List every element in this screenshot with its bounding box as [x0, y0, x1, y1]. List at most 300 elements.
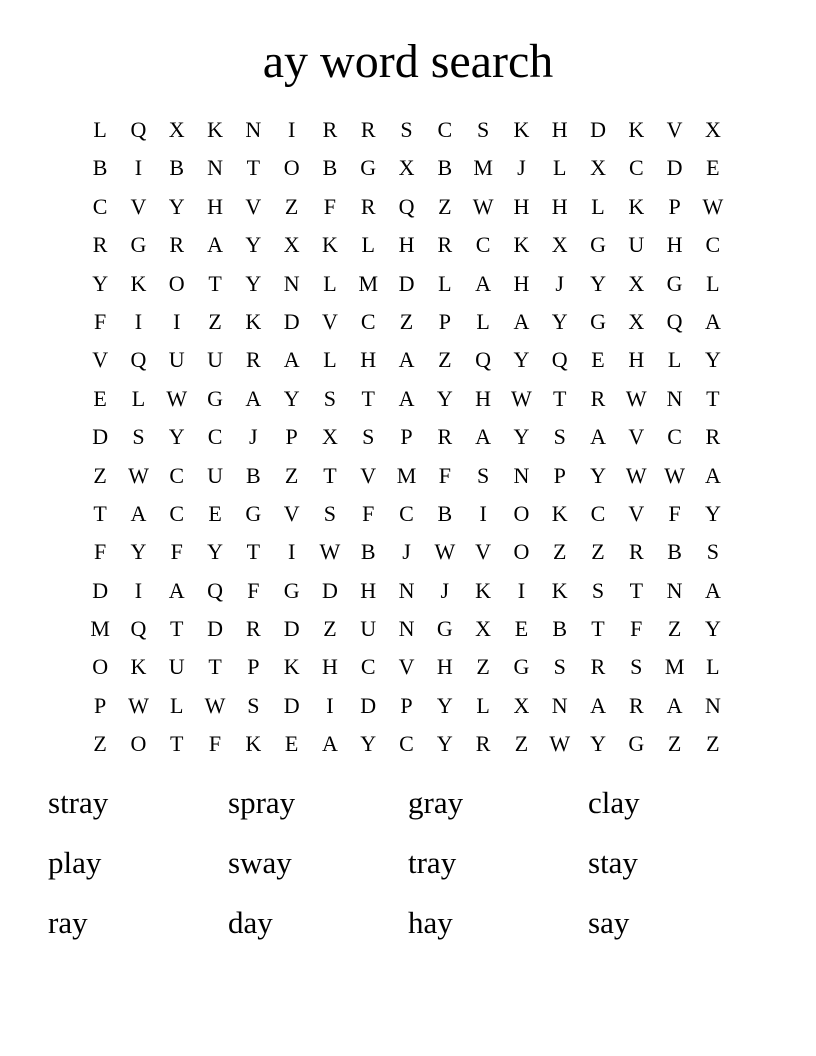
- grid-letter[interactable]: G: [590, 232, 606, 258]
- grid-letter[interactable]: O: [92, 654, 109, 680]
- grid-letter[interactable]: Q: [398, 193, 415, 219]
- grid-letter[interactable]: L: [591, 193, 605, 219]
- grid-letter[interactable]: Z: [399, 308, 414, 334]
- grid-letter[interactable]: Z: [591, 539, 605, 565]
- grid-letter[interactable]: P: [400, 692, 413, 718]
- grid-letter[interactable]: B: [437, 500, 453, 526]
- grid-letter[interactable]: C: [437, 117, 453, 142]
- grid-letter[interactable]: K: [283, 654, 300, 680]
- grid-letter[interactable]: C: [667, 424, 682, 450]
- grid-letter[interactable]: F: [362, 500, 375, 526]
- grid-letter[interactable]: E: [514, 616, 529, 642]
- grid-letter[interactable]: N: [551, 692, 568, 718]
- grid-letter[interactable]: E: [706, 155, 720, 181]
- grid-letter[interactable]: Q: [551, 347, 568, 373]
- grid-letter[interactable]: H: [551, 117, 568, 142]
- grid-letter[interactable]: S: [476, 462, 490, 488]
- grid-row: [81, 457, 732, 495]
- grid-letter[interactable]: V: [628, 500, 645, 526]
- grid-letter[interactable]: D: [207, 616, 223, 642]
- grid-letter[interactable]: S: [476, 117, 490, 142]
- grid-letter[interactable]: F: [94, 539, 107, 565]
- grid-row: [81, 265, 732, 303]
- grid-letter[interactable]: F: [247, 577, 260, 603]
- grid-letter[interactable]: Z: [514, 731, 529, 757]
- grid-letter[interactable]: B: [169, 155, 185, 181]
- grid-letter[interactable]: N: [283, 270, 300, 296]
- grid-letter[interactable]: K: [513, 117, 530, 142]
- grid-letter[interactable]: Q: [207, 577, 223, 603]
- grid-letter[interactable]: T: [246, 539, 261, 565]
- grid-letter[interactable]: C: [399, 731, 414, 757]
- grid-letter[interactable]: I: [134, 308, 143, 334]
- grid-letter[interactable]: P: [668, 193, 681, 219]
- grid-letter[interactable]: O: [513, 539, 530, 565]
- grid-letter[interactable]: B: [92, 155, 108, 181]
- grid-letter[interactable]: I: [173, 308, 181, 334]
- grid-letter[interactable]: L: [552, 155, 567, 181]
- grid-letter[interactable]: X: [513, 692, 530, 718]
- grid-letter[interactable]: R: [245, 616, 261, 642]
- grid-letter[interactable]: W: [319, 539, 341, 565]
- grid-letter[interactable]: E: [208, 500, 222, 526]
- grid-letter[interactable]: I: [326, 692, 334, 718]
- grid-letter[interactable]: H: [207, 193, 223, 219]
- grid-letter[interactable]: Y: [168, 424, 185, 450]
- grid-letter[interactable]: R: [590, 385, 606, 411]
- grid-letter[interactable]: H: [628, 347, 645, 373]
- grid-letter[interactable]: G: [436, 616, 453, 642]
- grid-letter[interactable]: L: [361, 232, 375, 258]
- grid-letter[interactable]: H: [513, 270, 530, 296]
- grid-letter[interactable]: K: [245, 308, 262, 334]
- word-bank-item: day: [228, 905, 273, 940]
- grid-letter[interactable]: O: [130, 731, 147, 757]
- grid-letter[interactable]: I: [134, 155, 143, 181]
- grid-letter[interactable]: V: [628, 424, 645, 450]
- grid-letter[interactable]: L: [706, 270, 720, 296]
- grid-letter[interactable]: L: [131, 385, 146, 411]
- grid-letter[interactable]: U: [168, 654, 185, 680]
- grid-letter[interactable]: R: [628, 539, 644, 565]
- grid-letter[interactable]: R: [628, 692, 644, 718]
- grid-letter[interactable]: A: [321, 731, 338, 757]
- grid-letter[interactable]: G: [283, 577, 300, 603]
- grid-letter[interactable]: V: [245, 193, 262, 219]
- grid-letter[interactable]: Y: [283, 385, 300, 411]
- grid-letter[interactable]: T: [591, 616, 605, 642]
- grid-letter[interactable]: L: [667, 347, 682, 373]
- grid-letter[interactable]: T: [208, 270, 222, 296]
- grid-letter[interactable]: U: [628, 232, 645, 258]
- grid-letter[interactable]: Z: [284, 193, 299, 219]
- grid-letter[interactable]: J: [402, 539, 411, 565]
- grid-letter[interactable]: P: [94, 692, 107, 718]
- grid-letter[interactable]: Y: [551, 308, 568, 334]
- grid-letter[interactable]: D: [590, 117, 606, 142]
- grid-letter[interactable]: Y: [704, 347, 721, 373]
- grid-letter[interactable]: H: [360, 577, 377, 603]
- grid-letter[interactable]: L: [706, 654, 720, 680]
- grid-letter[interactable]: B: [322, 155, 338, 181]
- grid-letter[interactable]: V: [321, 308, 338, 334]
- grid-letter[interactable]: Y: [513, 347, 530, 373]
- grid-letter[interactable]: A: [590, 692, 606, 718]
- grid-letter[interactable]: V: [130, 193, 147, 219]
- grid-letter[interactable]: S: [323, 500, 337, 526]
- grid-letter[interactable]: S: [630, 654, 643, 680]
- grid-letter[interactable]: Y: [245, 232, 262, 258]
- grid-letter[interactable]: C: [92, 193, 108, 219]
- grid-letter[interactable]: Y: [590, 462, 606, 488]
- word-bank-item: clay: [588, 785, 640, 820]
- grid-letter[interactable]: F: [323, 193, 337, 219]
- grid-letter[interactable]: Z: [476, 654, 490, 680]
- grid-letter[interactable]: D: [666, 155, 683, 181]
- grid-letter[interactable]: I: [479, 500, 487, 526]
- grid-letter[interactable]: U: [207, 347, 223, 373]
- grid-letter[interactable]: W: [204, 692, 226, 718]
- grid-letter[interactable]: C: [705, 232, 721, 258]
- grid-letter[interactable]: G: [207, 385, 223, 411]
- grid-letter[interactable]: L: [476, 308, 490, 334]
- grid-letter[interactable]: S: [247, 692, 260, 718]
- grid-letter[interactable]: D: [398, 270, 415, 296]
- grid-letter[interactable]: Z: [552, 539, 567, 565]
- grid-letter[interactable]: L: [323, 347, 337, 373]
- grid-row: [81, 418, 732, 456]
- grid-letter[interactable]: P: [438, 308, 451, 334]
- grid-letter[interactable]: X: [590, 155, 606, 181]
- grid-letter[interactable]: B: [552, 616, 568, 642]
- grid-letter[interactable]: T: [552, 385, 567, 411]
- grid-letter[interactable]: E: [591, 347, 605, 373]
- grid-letter[interactable]: O: [168, 270, 185, 296]
- grid-letter[interactable]: B: [667, 539, 682, 565]
- grid-letter[interactable]: J: [249, 424, 258, 450]
- grid-letter[interactable]: F: [630, 616, 643, 642]
- grid-letter[interactable]: W: [702, 193, 724, 219]
- grid-letter[interactable]: S: [553, 654, 566, 680]
- grid-letter[interactable]: M: [664, 654, 685, 680]
- grid-letter[interactable]: Z: [438, 347, 452, 373]
- grid-letter[interactable]: Z: [208, 308, 222, 334]
- grid-letter[interactable]: S: [323, 385, 337, 411]
- grid-letter[interactable]: R: [322, 117, 338, 142]
- grid-letter[interactable]: H: [666, 232, 683, 258]
- grid-letter[interactable]: S: [553, 424, 566, 450]
- grid-letter[interactable]: S: [362, 424, 375, 450]
- grid-letter[interactable]: C: [399, 500, 414, 526]
- grid-letter[interactable]: S: [132, 424, 145, 450]
- grid-letter[interactable]: B: [245, 462, 261, 488]
- grid-letter[interactable]: R: [705, 424, 721, 450]
- grid-row: [81, 111, 732, 149]
- grid-letter[interactable]: H: [513, 193, 530, 219]
- grid-letter[interactable]: G: [628, 731, 645, 757]
- grid-letter[interactable]: Z: [93, 462, 107, 488]
- grid-row: [81, 341, 732, 379]
- grid-letter[interactable]: F: [438, 462, 451, 488]
- grid-letter[interactable]: H: [321, 654, 338, 680]
- grid-letter[interactable]: Z: [706, 731, 720, 757]
- grid-letter[interactable]: A: [130, 500, 147, 526]
- grid-letter[interactable]: Y: [168, 193, 185, 219]
- grid-letter[interactable]: Y: [360, 731, 377, 757]
- grid-letter[interactable]: W: [128, 692, 149, 718]
- grid-letter[interactable]: T: [323, 462, 337, 488]
- grid-letter[interactable]: N: [398, 616, 415, 642]
- grid-letter[interactable]: G: [666, 270, 683, 296]
- grid-letter[interactable]: A: [666, 692, 683, 718]
- grid-letter[interactable]: W: [625, 462, 647, 488]
- grid-letter[interactable]: I: [134, 577, 143, 603]
- grid-letter[interactable]: P: [553, 462, 566, 488]
- grid-letter[interactable]: Q: [130, 616, 147, 642]
- grid-letter[interactable]: P: [400, 424, 413, 450]
- grid-letter[interactable]: Z: [284, 462, 299, 488]
- grid-letter[interactable]: J: [440, 577, 450, 603]
- grid-letter[interactable]: D: [283, 308, 300, 334]
- grid-letter[interactable]: K: [628, 193, 645, 219]
- grid-letter[interactable]: C: [169, 500, 185, 526]
- grid-letter[interactable]: S: [400, 117, 413, 142]
- grid-letter[interactable]: R: [360, 117, 376, 142]
- grid-letter[interactable]: Q: [130, 117, 147, 142]
- grid-letter[interactable]: H: [360, 347, 377, 373]
- grid-letter[interactable]: U: [207, 462, 223, 488]
- grid-letter[interactable]: Y: [436, 731, 453, 757]
- grid-letter[interactable]: T: [93, 500, 107, 526]
- word-bank-item: gray: [408, 785, 464, 820]
- word-bank-item: tray: [408, 845, 457, 880]
- grid-letter[interactable]: X: [168, 117, 185, 142]
- grid-letter[interactable]: G: [130, 232, 147, 258]
- grid-letter[interactable]: M: [90, 616, 110, 642]
- grid-letter[interactable]: V: [360, 462, 377, 488]
- grid-letter[interactable]: N: [245, 117, 262, 142]
- grid-letter[interactable]: T: [629, 577, 644, 603]
- grid-letter[interactable]: K: [551, 500, 568, 526]
- grid-letter[interactable]: F: [170, 539, 183, 565]
- grid-letter[interactable]: N: [513, 462, 530, 488]
- grid-letter[interactable]: E: [284, 731, 299, 757]
- grid-letter[interactable]: H: [475, 385, 492, 411]
- grid-letter[interactable]: A: [475, 270, 492, 296]
- grid-letter[interactable]: A: [398, 385, 415, 411]
- grid-letter[interactable]: W: [625, 385, 647, 411]
- grid-letter[interactable]: C: [169, 462, 185, 488]
- grid-letter[interactable]: V: [398, 654, 415, 680]
- grid-letter[interactable]: V: [283, 500, 300, 526]
- grid-letter[interactable]: D: [283, 692, 300, 718]
- grid-letter[interactable]: H: [436, 654, 453, 680]
- grid-letter[interactable]: K: [130, 270, 147, 296]
- grid-letter[interactable]: F: [668, 500, 681, 526]
- grid-letter[interactable]: S: [591, 577, 605, 603]
- grid-letter[interactable]: C: [475, 232, 491, 258]
- grid-letter[interactable]: R: [475, 731, 491, 757]
- grid-letter[interactable]: Y: [704, 500, 721, 526]
- grid-letter[interactable]: L: [323, 270, 337, 296]
- grid-letter[interactable]: Y: [130, 539, 147, 565]
- grid-letter[interactable]: D: [92, 424, 109, 450]
- grid-letter[interactable]: Y: [92, 270, 109, 296]
- grid-letter[interactable]: T: [208, 654, 222, 680]
- grid-letter[interactable]: P: [247, 654, 260, 680]
- grid-letter[interactable]: W: [434, 539, 456, 565]
- grid-letter[interactable]: X: [628, 270, 645, 296]
- grid-letter[interactable]: K: [130, 654, 147, 680]
- grid-letter[interactable]: Y: [704, 616, 721, 642]
- grid-letter[interactable]: I: [287, 117, 296, 142]
- grid-letter[interactable]: A: [704, 462, 721, 488]
- grid-letter[interactable]: N: [704, 692, 721, 718]
- grid-letter[interactable]: X: [398, 155, 415, 181]
- grid-letter[interactable]: M: [358, 270, 378, 296]
- grid-letter[interactable]: Y: [590, 270, 606, 296]
- grid-letter[interactable]: W: [549, 731, 571, 757]
- grid-letter[interactable]: H: [398, 232, 415, 258]
- grid-letter[interactable]: O: [513, 500, 530, 526]
- grid-letter[interactable]: Z: [438, 193, 452, 219]
- grid-letter[interactable]: Y: [245, 270, 262, 296]
- grid-letter[interactable]: A: [704, 577, 721, 603]
- grid-letter[interactable]: M: [396, 462, 417, 488]
- grid-letter[interactable]: K: [513, 232, 530, 258]
- grid-letter[interactable]: R: [437, 424, 453, 450]
- grid-letter[interactable]: Y: [436, 692, 453, 718]
- grid-letter[interactable]: U: [360, 616, 377, 642]
- grid-letter[interactable]: A: [513, 308, 530, 334]
- grid-letter[interactable]: Z: [667, 731, 682, 757]
- grid-letter[interactable]: R: [245, 347, 261, 373]
- grid-letter[interactable]: W: [664, 462, 685, 488]
- grid-letter[interactable]: Z: [93, 731, 107, 757]
- grid-letter[interactable]: K: [628, 117, 645, 142]
- grid-letter[interactable]: I: [517, 577, 526, 603]
- grid-letter[interactable]: N: [207, 155, 223, 181]
- grid-letter[interactable]: D: [283, 616, 300, 642]
- grid-letter[interactable]: A: [590, 424, 606, 450]
- word-bank-item: play: [48, 845, 102, 880]
- grid-letter[interactable]: A: [207, 232, 223, 258]
- grid-letter[interactable]: F: [208, 731, 222, 757]
- grid-letter[interactable]: H: [551, 193, 568, 219]
- grid-letter[interactable]: K: [321, 232, 338, 258]
- grid-row: [81, 380, 732, 418]
- grid-letter[interactable]: T: [706, 385, 720, 411]
- grid-letter[interactable]: G: [360, 155, 377, 181]
- grid-letter[interactable]: J: [517, 155, 526, 181]
- grid-letter[interactable]: E: [93, 385, 107, 411]
- grid-letter[interactable]: J: [555, 270, 564, 296]
- grid-letter[interactable]: X: [704, 117, 721, 142]
- grid-letter[interactable]: C: [360, 654, 376, 680]
- grid-letter[interactable]: R: [360, 193, 376, 219]
- grid-letter[interactable]: G: [245, 500, 262, 526]
- grid-letter[interactable]: A: [475, 424, 492, 450]
- grid-letter[interactable]: B: [437, 155, 453, 181]
- grid-letter[interactable]: X: [321, 424, 338, 450]
- grid-letter[interactable]: Y: [590, 731, 606, 757]
- grid-letter[interactable]: D: [321, 577, 338, 603]
- grid-letter[interactable]: V: [92, 347, 109, 373]
- grid-letter[interactable]: R: [437, 232, 453, 258]
- grid-letter[interactable]: C: [360, 308, 376, 334]
- grid-letter[interactable]: N: [398, 577, 415, 603]
- grid-letter[interactable]: K: [245, 731, 262, 757]
- grid-letter[interactable]: O: [283, 155, 300, 181]
- grid-letter[interactable]: V: [666, 117, 683, 142]
- grid-letter[interactable]: R: [92, 232, 108, 258]
- grid-letter[interactable]: A: [168, 577, 185, 603]
- grid-letter[interactable]: R: [169, 232, 185, 258]
- grid-letter[interactable]: Q: [475, 347, 492, 373]
- grid-letter[interactable]: C: [628, 155, 644, 181]
- grid-letter[interactable]: G: [513, 654, 530, 680]
- grid-letter[interactable]: T: [361, 385, 375, 411]
- grid-letter[interactable]: A: [245, 385, 262, 411]
- grid-letter[interactable]: L: [170, 692, 184, 718]
- grid-letter[interactable]: F: [94, 308, 107, 334]
- grid-letter[interactable]: S: [706, 539, 720, 565]
- grid-letter[interactable]: T: [170, 616, 184, 642]
- grid-letter[interactable]: Y: [207, 539, 223, 565]
- grid-letter[interactable]: I: [287, 539, 296, 565]
- grid-letter[interactable]: V: [475, 539, 492, 565]
- grid-letter[interactable]: C: [590, 500, 606, 526]
- grid-letter[interactable]: Q: [666, 308, 683, 334]
- grid-letter[interactable]: N: [666, 577, 683, 603]
- grid-letter[interactable]: Z: [323, 616, 337, 642]
- grid-letter[interactable]: W: [128, 462, 149, 488]
- grid-letter[interactable]: L: [476, 692, 490, 718]
- grid-letter[interactable]: Y: [513, 424, 530, 450]
- grid-letter[interactable]: X: [551, 232, 568, 258]
- grid-letter[interactable]: Y: [436, 385, 453, 411]
- grid-letter[interactable]: C: [207, 424, 223, 450]
- grid-letter[interactable]: W: [511, 385, 532, 411]
- grid-letter[interactable]: K: [551, 577, 568, 603]
- grid-letter[interactable]: T: [246, 155, 261, 181]
- grid-letter[interactable]: A: [704, 308, 721, 334]
- grid-letter[interactable]: K: [207, 117, 223, 142]
- grid-letter[interactable]: X: [475, 616, 492, 642]
- grid-letter[interactable]: W: [166, 385, 188, 411]
- grid-letter[interactable]: A: [283, 347, 300, 373]
- grid-letter[interactable]: L: [93, 117, 107, 142]
- grid-letter[interactable]: X: [283, 232, 300, 258]
- grid-letter[interactable]: X: [628, 308, 645, 334]
- grid-letter[interactable]: Q: [130, 347, 147, 373]
- grid-letter[interactable]: L: [438, 270, 452, 296]
- grid-letter[interactable]: D: [92, 577, 109, 603]
- grid-letter[interactable]: R: [590, 654, 606, 680]
- grid-letter[interactable]: B: [360, 539, 376, 565]
- grid-letter[interactable]: K: [475, 577, 492, 603]
- grid-letter[interactable]: T: [170, 731, 184, 757]
- grid-letter[interactable]: A: [398, 347, 415, 373]
- grid-letter[interactable]: U: [168, 347, 185, 373]
- grid-letter[interactable]: Z: [667, 616, 682, 642]
- grid-letter[interactable]: P: [285, 424, 298, 450]
- grid-letter[interactable]: G: [590, 308, 606, 334]
- grid-letter[interactable]: M: [473, 155, 493, 181]
- grid-letter[interactable]: D: [360, 692, 377, 718]
- grid-letter[interactable]: N: [666, 385, 683, 411]
- grid-letter[interactable]: W: [472, 193, 494, 219]
